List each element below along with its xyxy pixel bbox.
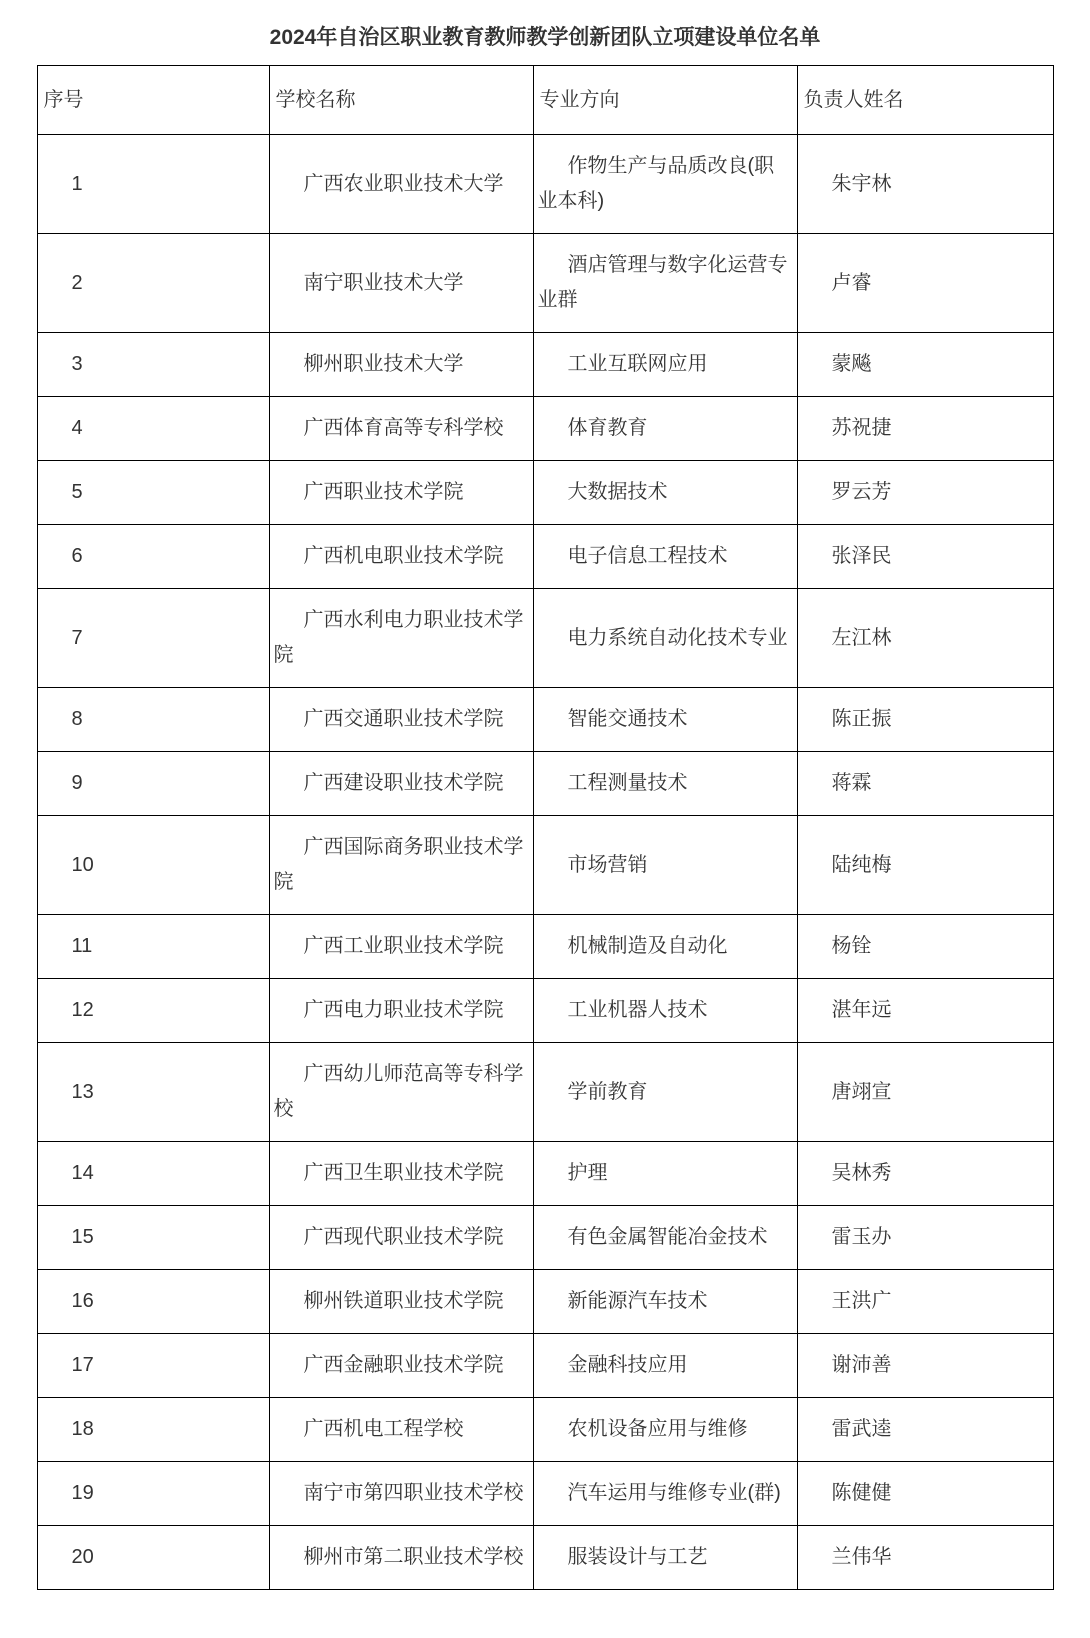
cell-leader: 雷玉办	[797, 1206, 1053, 1270]
cell-index: 11	[37, 915, 269, 979]
cell-index: 2	[37, 234, 269, 333]
cell-major: 服装设计与工艺	[533, 1526, 797, 1590]
table-row	[37, 461, 1053, 525]
cell-index: 18	[37, 1398, 269, 1462]
cell-index: 15	[37, 1206, 269, 1270]
cell-major: 智能交通技术	[533, 688, 797, 752]
cell-index: 13	[37, 1043, 269, 1142]
cell-major: 汽车运用与维修专业(群)	[533, 1462, 797, 1526]
cell-index: 7	[37, 589, 269, 688]
cell-school: 柳州市第二职业技术学校	[269, 1526, 533, 1590]
cell-leader: 蒙飚	[797, 333, 1053, 397]
cell-index: 20	[37, 1526, 269, 1590]
cell-school: 广西农业职业技术大学	[269, 135, 533, 234]
cell-leader: 陆纯梅	[797, 816, 1053, 915]
cell-major: 护理	[533, 1142, 797, 1206]
cell-index: 5	[37, 461, 269, 525]
cell-school: 广西金融职业技术学院	[269, 1334, 533, 1398]
cell-leader: 湛年远	[797, 979, 1053, 1043]
cell-index: 19	[37, 1462, 269, 1526]
cell-major: 作物生产与品质改良(职业本科)	[533, 135, 797, 234]
table-row	[37, 135, 1053, 234]
cell-school: 广西现代职业技术学院	[269, 1206, 533, 1270]
cell-leader: 唐翊宣	[797, 1043, 1053, 1142]
table-row	[37, 1206, 1053, 1270]
cell-index: 4	[37, 397, 269, 461]
cell-leader: 王洪广	[797, 1270, 1053, 1334]
cell-leader: 谢沛善	[797, 1334, 1053, 1398]
cell-school: 广西机电职业技术学院	[269, 525, 533, 589]
cell-index: 3	[37, 333, 269, 397]
cell-major: 金融科技应用	[533, 1334, 797, 1398]
cell-leader: 罗云芳	[797, 461, 1053, 525]
cell-school: 广西交通职业技术学院	[269, 688, 533, 752]
table-row	[37, 752, 1053, 816]
cell-index: 16	[37, 1270, 269, 1334]
table-row	[37, 688, 1053, 752]
cell-school: 广西职业技术学院	[269, 461, 533, 525]
cell-leader: 吴林秀	[797, 1142, 1053, 1206]
cell-school: 广西国际商务职业技术学院	[269, 816, 533, 915]
cell-index: 8	[37, 688, 269, 752]
cell-index: 9	[37, 752, 269, 816]
cell-major: 酒店管理与数字化运营专业群	[533, 234, 797, 333]
cell-school: 广西水利电力职业技术学院	[269, 589, 533, 688]
cell-school: 广西卫生职业技术学院	[269, 1142, 533, 1206]
table-row	[37, 589, 1053, 688]
cell-major: 学前教育	[533, 1043, 797, 1142]
table-row	[37, 816, 1053, 915]
cell-major: 工业互联网应用	[533, 333, 797, 397]
cell-school: 广西工业职业技术学院	[269, 915, 533, 979]
table-row	[37, 1270, 1053, 1334]
cell-school: 南宁职业技术大学	[269, 234, 533, 333]
cell-leader: 杨铨	[797, 915, 1053, 979]
cell-school: 广西体育高等专科学校	[269, 397, 533, 461]
cell-major: 农机设备应用与维修	[533, 1398, 797, 1462]
table-row	[37, 979, 1053, 1043]
table-row	[37, 1334, 1053, 1398]
table-row	[37, 333, 1053, 397]
table-row	[37, 1398, 1053, 1462]
table-row	[37, 1043, 1053, 1142]
cell-index: 17	[37, 1334, 269, 1398]
cell-major: 机械制造及自动化	[533, 915, 797, 979]
column-header-leader: 负责人姓名	[797, 66, 1053, 135]
cell-major: 电力系统自动化技术专业	[533, 589, 797, 688]
cell-leader: 苏祝捷	[797, 397, 1053, 461]
cell-index: 10	[37, 816, 269, 915]
page-title: 2024年自治区职业教育教师教学创新团队立项建设单位名单	[269, 26, 821, 49]
cell-leader: 卢睿	[797, 234, 1053, 333]
table-row	[37, 1462, 1053, 1526]
cell-leader: 朱宇林	[797, 135, 1053, 234]
table-row	[37, 1142, 1053, 1206]
cell-major: 电子信息工程技术	[533, 525, 797, 589]
cell-school: 广西机电工程学校	[269, 1398, 533, 1462]
table-row	[37, 525, 1053, 589]
cell-major: 工程测量技术	[533, 752, 797, 816]
header-row	[37, 66, 1053, 135]
cell-leader: 陈正振	[797, 688, 1053, 752]
cell-leader: 张泽民	[797, 525, 1053, 589]
cell-index: 12	[37, 979, 269, 1043]
column-header-index: 序号	[37, 66, 269, 135]
table-row	[37, 1526, 1053, 1590]
cell-leader: 兰伟华	[797, 1526, 1053, 1590]
cell-major: 有色金属智能冶金技术	[533, 1206, 797, 1270]
cell-leader: 左江林	[797, 589, 1053, 688]
cell-index: 6	[37, 525, 269, 589]
cell-major: 新能源汽车技术	[533, 1270, 797, 1334]
table-row	[37, 234, 1053, 333]
cell-leader: 雷武逵	[797, 1398, 1053, 1462]
roster-table	[37, 65, 1054, 1590]
cell-major: 市场营销	[533, 816, 797, 915]
cell-school: 柳州职业技术大学	[269, 333, 533, 397]
cell-school: 南宁市第四职业技术学校	[269, 1462, 533, 1526]
cell-leader: 蒋霖	[797, 752, 1053, 816]
cell-major: 体育教育	[533, 397, 797, 461]
cell-major: 大数据技术	[533, 461, 797, 525]
table-row	[37, 397, 1053, 461]
table-row	[37, 915, 1053, 979]
cell-major: 工业机器人技术	[533, 979, 797, 1043]
cell-school: 柳州铁道职业技术学院	[269, 1270, 533, 1334]
cell-index: 1	[37, 135, 269, 234]
cell-leader: 陈健健	[797, 1462, 1053, 1526]
cell-school: 广西电力职业技术学院	[269, 979, 533, 1043]
cell-school: 广西建设职业技术学院	[269, 752, 533, 816]
cell-index: 14	[37, 1142, 269, 1206]
column-header-major: 专业方向	[533, 66, 797, 135]
cell-school: 广西幼儿师范高等专科学校	[269, 1043, 533, 1142]
column-header-school: 学校名称	[269, 66, 533, 135]
